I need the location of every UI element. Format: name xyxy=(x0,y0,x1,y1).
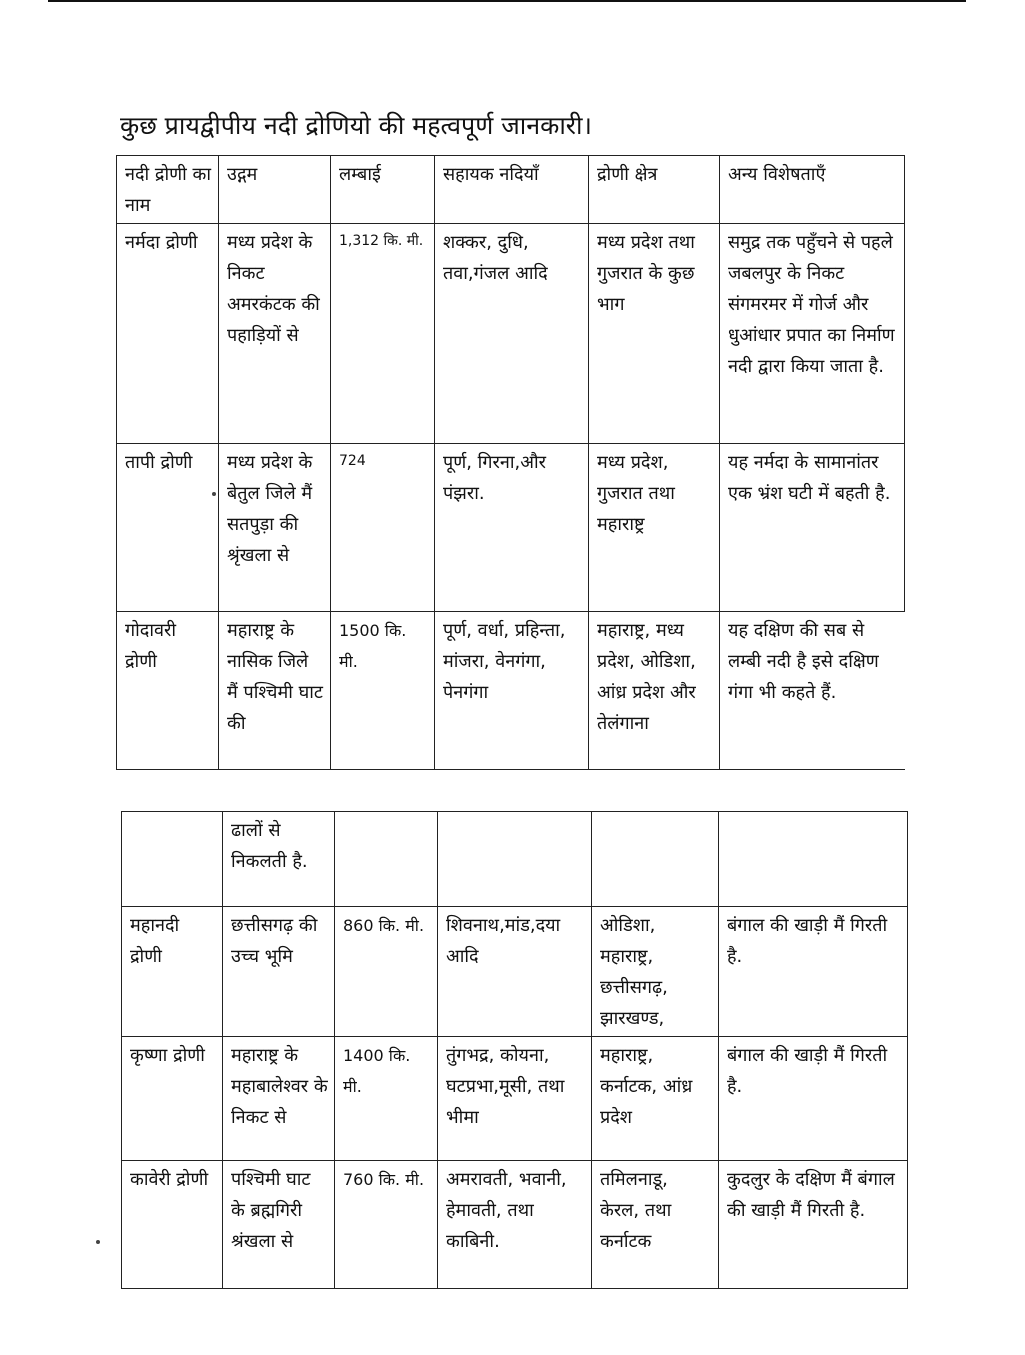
basin-name: महानदी द्रोणी xyxy=(122,907,223,1037)
basin-origin: मध्य प्रदेश के निकट अमरकंटक की पहाड़ियों से xyxy=(219,224,331,444)
basin-features: बंगाल की खाड़ी मैं गिरती है. xyxy=(719,1037,908,1161)
basin-features: समुद्र तक पहुँचने से पहले जबलपुर के निकट संगमरमर में गोर्ज और धुआंधार प्रपात का निर्माण नदी द्वारा किया जाता है. xyxy=(720,224,905,444)
table-header-row xyxy=(117,156,905,224)
basin-name: नर्मदा द्रोणी xyxy=(117,224,219,444)
table-row-continued xyxy=(122,812,908,907)
header-length: लम्बाई xyxy=(331,156,435,224)
basin-region: ओडिशा, महाराष्ट्र, छत्तीसगढ़, झारखण्ड, xyxy=(592,907,719,1037)
basin-tributaries: पूर्ण, गिरना,और पंझरा. xyxy=(435,444,589,612)
table-row xyxy=(117,224,905,444)
basin-length: 1,312 कि. मी. xyxy=(331,224,435,444)
basin-region: तमिलनाडू, केरल, तथा कर्नाटक xyxy=(592,1161,719,1289)
basin-region: महाराष्ट्र, कर्नाटक, आंध्र प्रदेश xyxy=(592,1037,719,1161)
basin-tributaries: शक्कर, दुधि, तवा,गंजल आदि xyxy=(435,224,589,444)
table-row xyxy=(117,612,905,770)
basin-length: 1500 कि. मी. xyxy=(331,612,435,770)
river-basin-table-part-2 xyxy=(121,811,908,1289)
basin-region: मध्य प्रदेश, गुजरात तथा महाराष्ट्र xyxy=(589,444,720,612)
basin-region: मध्य प्रदेश तथा गुजरात के कुछ भाग xyxy=(589,224,720,444)
basin-tributaries: शिवनाथ,मांड,दया आदि xyxy=(438,907,592,1037)
basin-origin: पश्चिमी घाट के ब्रह्मगिरी श्रंखला से xyxy=(223,1161,335,1289)
table-row xyxy=(122,907,908,1037)
header-origin: उद्गम xyxy=(219,156,331,224)
basin-length: 724 xyxy=(331,444,435,612)
basin-tributaries: अमरावती, भवानी, हेमावती, तथा काबिनी. xyxy=(438,1161,592,1289)
basin-length: 1400 कि. मी. xyxy=(335,1037,438,1161)
header-basin-name: नदी द्रोणी का नाम xyxy=(117,156,219,224)
scan-speck xyxy=(96,1240,100,1244)
basin-name: तापी द्रोणी xyxy=(117,444,219,612)
basin-tributaries: पूर्ण, वर्धा, प्रहिन्ता, मांजरा, वेनगंगा, पेनगंगा xyxy=(435,612,589,770)
basin-features: यह दक्षिण की सब से लम्बी नदी है इसे दक्षिण गंगा भी कहते हैं. xyxy=(720,612,905,770)
table-row xyxy=(117,444,905,612)
basin-name: गोदावरी द्रोणी xyxy=(117,612,219,770)
table-row xyxy=(122,1037,908,1161)
header-tributaries: सहायक नदियाँ xyxy=(435,156,589,224)
basin-length: 860 कि. मी. xyxy=(335,907,438,1037)
basin-features: बंगाल की खाड़ी मैं गिरती है. xyxy=(719,907,908,1037)
basin-features: कुदलुर के दक्षिण मैं बंगाल की खाड़ी मैं गिरती है. xyxy=(719,1161,908,1289)
river-basin-table-part-1 xyxy=(116,155,905,770)
table-row xyxy=(122,1161,908,1289)
basin-origin: महाराष्ट्र के महाबालेश्वर के निकट से xyxy=(223,1037,335,1161)
basin-length: 760 कि. मी. xyxy=(335,1161,438,1289)
page-title: कुछ प्रायद्वीपीय नदी द्रोणियो की महत्वपूर्ण जानकारी। xyxy=(120,111,592,140)
basin-features: यह नर्मदा के सामानांतर एक भ्रंश घटी में बहती है. xyxy=(720,444,905,612)
header-region: द्रोणी क्षेत्र xyxy=(589,156,720,224)
basin-name: कावेरी द्रोणी xyxy=(122,1161,223,1289)
scan-stamp-mark xyxy=(976,1110,1016,1300)
header-features: अन्य विशेषताएँ xyxy=(720,156,905,224)
basin-origin-continued: ढालों से निकलती है. xyxy=(223,812,335,907)
top-rule xyxy=(48,0,966,2)
basin-origin: महाराष्ट्र के नासिक जिले मैं पश्चिमी घाट की xyxy=(219,612,331,770)
basin-region: महाराष्ट्र, मध्य प्रदेश, ओडिशा, आंध्र प्रदेश और तेलंगाना xyxy=(589,612,720,770)
basin-name: कृष्णा द्रोणी xyxy=(122,1037,223,1161)
scan-speck xyxy=(212,492,216,496)
basin-origin: मध्य प्रदेश के बेतुल जिले मैं सतपुड़ा की श्रृंखला से xyxy=(219,444,331,612)
basin-tributaries: तुंगभद्र, कोयना, घटप्रभा,मूसी, तथा भीमा xyxy=(438,1037,592,1161)
basin-origin: छत्तीसगढ़ की उच्च भूमि xyxy=(223,907,335,1037)
